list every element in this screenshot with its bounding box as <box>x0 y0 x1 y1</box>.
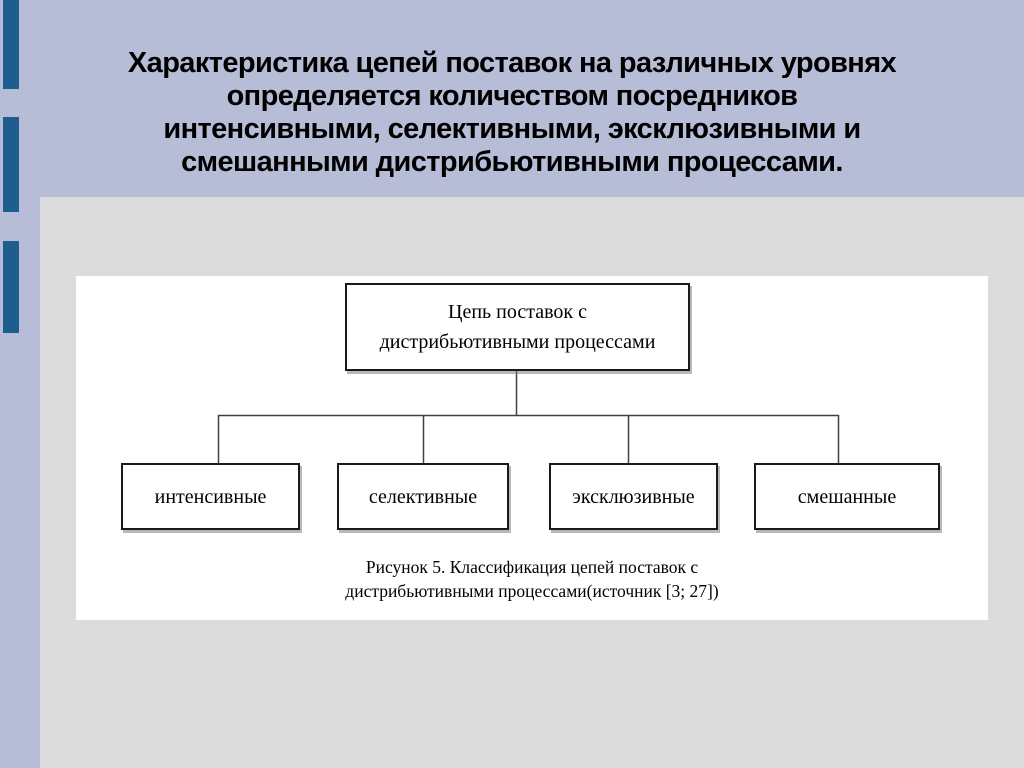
slide-title-line-2: определяется количеством посредников <box>226 80 798 112</box>
figure-panel <box>76 276 988 620</box>
slide-title-line-3: интенсивными, селективными, эксклюзивными и <box>163 113 861 145</box>
node-intensive: интенсивные <box>121 463 300 530</box>
node-selective: селективные <box>337 463 509 530</box>
slide-title-line-1: Характеристика цепей поставок на различных уровнях <box>127 47 897 79</box>
node-root-supply-chain <box>345 283 690 371</box>
figure-caption <box>76 555 988 603</box>
content-panel <box>40 197 1024 768</box>
slide-title-line-4: смешанными дистрибьютивными процессами. <box>181 146 843 178</box>
node-mixed: смешанные <box>754 463 940 530</box>
node-root-line-1: Цепь поставок с <box>448 301 587 323</box>
figure-caption-line-1: Рисунок 5. Классификация цепей поставок с <box>365 557 699 577</box>
left-accent-bar-1 <box>3 0 19 89</box>
left-accent-bar-3 <box>3 241 19 333</box>
node-root-line-2: дистрибьютивными процессами <box>379 331 656 353</box>
node-exclusive: эксклюзивные <box>549 463 718 530</box>
figure-caption-line-2: дистрибьютивными процессами(источник [3; 27]) <box>345 581 719 601</box>
slide-title <box>44 47 980 179</box>
left-accent-bar-2 <box>3 117 19 212</box>
